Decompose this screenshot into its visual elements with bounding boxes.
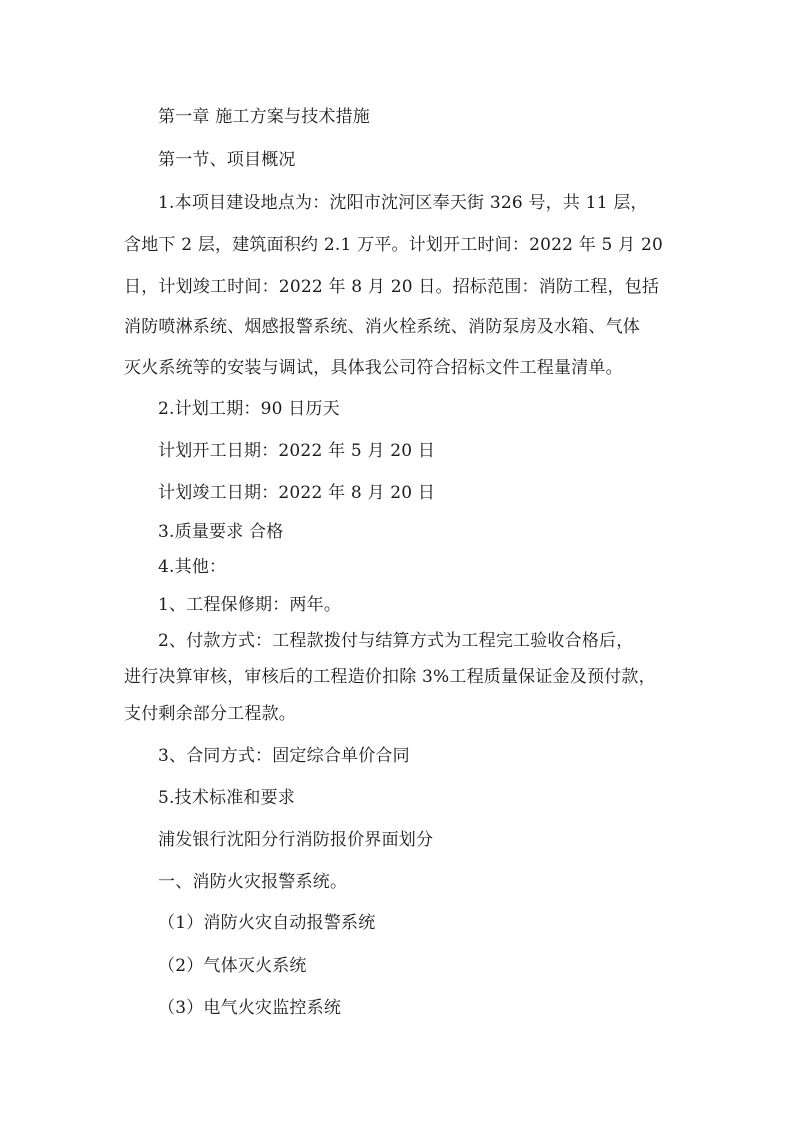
item1-line4: 消防喷淋系统、烟感报警系统、消火栓系统、消防泵房及水箱、气体 [124, 317, 640, 337]
item4-heading: 4.其他： [158, 557, 227, 577]
item5-heading: 5.技术标准和要求 [158, 788, 296, 808]
item1-line1: 1.本项目建设地点为：沈阳市沈河区奉天街 326 号，共 11 层， [158, 193, 648, 213]
item4-payment-line3: 支付剩余部分工程款。 [124, 704, 296, 724]
item4-contract: 3、合同方式：固定综合单价合同 [158, 746, 410, 766]
chapter-title: 第一章 施工方案与技术措施 [158, 107, 371, 127]
system-heading: 一、消防火灾报警系统。 [158, 872, 348, 892]
item1-line2: 含地下 2 层，建筑面积约 2.1 万平。计划开工时间：2022 年 5 月 20 [124, 235, 663, 255]
item4-payment-line1: 2、付款方式：工程款拨付与结算方式为工程完工验收合格后， [158, 631, 634, 651]
system-item-1: （1）消防火灾自动报警系统 [158, 913, 376, 933]
item1-line3: 日，计划竣工时间：2022 年 8 月 20 日。招标范围：消防工程，包括 [124, 277, 660, 297]
item4-payment-line2: 进行决算审核，审核后的工程造价扣除 3%工程质量保证金及预付款， [124, 667, 656, 687]
item2-end-date: 计划竣工日期：2022 年 8 月 20 日 [158, 483, 436, 503]
item2-heading: 2.计划工期：90 日历天 [158, 399, 340, 419]
item2-start-date: 计划开工日期：2022 年 5 月 20 日 [158, 441, 436, 461]
system-item-2: （2）气体灭火系统 [158, 956, 307, 976]
system-item-3: （3）电气火灾监控系统 [158, 998, 342, 1018]
section-title: 第一节、项目概况 [158, 150, 296, 170]
item3-quality: 3.质量要求 合格 [158, 522, 284, 542]
scope-title: 浦发银行沈阳分行消防报价界面划分 [158, 830, 434, 850]
item1-line5: 灭火系统等的安装与调试，具体我公司符合招标文件工程量清单。 [124, 358, 623, 378]
item4-warranty: 1、工程保修期：两年。 [158, 595, 342, 615]
